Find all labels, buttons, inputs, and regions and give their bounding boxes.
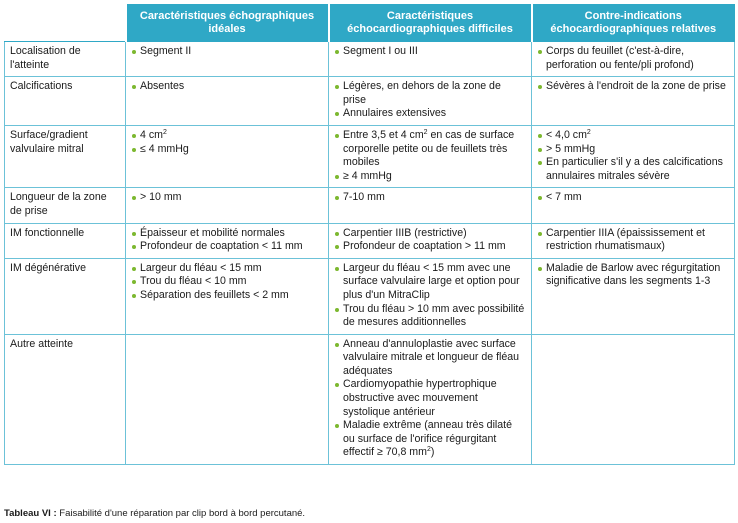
bullet-list xyxy=(334,45,526,59)
bullet-item: < 7 mm xyxy=(537,191,729,205)
cell-c1 xyxy=(126,77,329,126)
bullet-list xyxy=(131,129,323,156)
bullet-item: Profondeur de coaptation < 11 mm xyxy=(131,240,323,254)
bullet-list xyxy=(334,227,526,254)
feasibility-table xyxy=(4,4,735,465)
cell-c3 xyxy=(532,77,735,126)
bullet-item: Largeur du fléau < 15 mm xyxy=(131,262,323,276)
cell-c3 xyxy=(532,258,735,334)
bullet-item: En particulier s'il y a des calcifications annulaires mitrales sévère xyxy=(537,156,729,183)
bullet-list xyxy=(537,80,729,94)
bullet-item: Séparation des feuillets < 2 mm xyxy=(131,289,323,303)
bullet-list xyxy=(334,262,526,330)
bullet-item: ≤ 4 mmHg xyxy=(131,143,323,157)
header-difficult: Caractéristiques échocardiographiques difficiles xyxy=(329,5,532,42)
row-label: IM fonctionnelle xyxy=(5,223,126,258)
bullet-item: Épaisseur et mobilité normales xyxy=(131,227,323,241)
bullet-list xyxy=(334,338,526,460)
cell-c1 xyxy=(126,125,329,187)
bullet-item: Trou du fléau > 10 mm avec possibilité de mesures additionnelles xyxy=(334,303,526,330)
cell-c1 xyxy=(126,223,329,258)
caption-label: Tableau VI : xyxy=(4,508,57,519)
cell-c2 xyxy=(329,188,532,223)
bullet-list xyxy=(334,191,526,205)
bullet-item: 4 $cm^2$ xyxy=(131,129,323,143)
bullet-item: Segment II xyxy=(131,45,323,59)
bullet-list xyxy=(334,129,526,183)
header-contraindications: Contre-indications échocardiographiques relatives xyxy=(532,5,735,42)
bullet-item: < 4,0 $cm^2$ xyxy=(537,129,729,143)
bullet-item: Absentes xyxy=(131,80,323,94)
bullet-item: Segment I ou III xyxy=(334,45,526,59)
bullet-item: Largeur du fléau < 15 mm avec une surface valvulaire large et option pour plus d'un MitraClip xyxy=(334,262,526,303)
row-label: Localisation de l'atteinte xyxy=(5,42,126,77)
bullet-list xyxy=(334,80,526,121)
bullet-item: 7-10 mm xyxy=(334,191,526,205)
cell-c2 xyxy=(329,77,532,126)
cell-c3 xyxy=(532,42,735,77)
bullet-list xyxy=(131,227,323,254)
table-body xyxy=(5,42,735,465)
header-ideal: Caractéristiques échographiques idéales xyxy=(126,5,329,42)
bullet-item: Maladie extrême (anneau très dilaté ou surface de l'orifice régurgitant effectif ≥ 70,8 $mm^2$) xyxy=(334,419,526,460)
cell-c1 xyxy=(126,188,329,223)
cell-c2 xyxy=(329,258,532,334)
bullet-item: Sévères à l'endroit de la zone de prise xyxy=(537,80,729,94)
row-label: Autre atteinte xyxy=(5,334,126,464)
table-row xyxy=(5,334,735,464)
table-row xyxy=(5,258,735,334)
bullet-item: Entre 3,5 et 4 $cm^2$ en cas de surface corporelle petite ou de feuillets très mobiles xyxy=(334,129,526,170)
bullet-item: > 10 mm xyxy=(131,191,323,205)
cell-c1 xyxy=(126,334,329,464)
cell-c2 xyxy=(329,334,532,464)
row-label: IM dégénérative xyxy=(5,258,126,334)
caption-text: Faisabilité d'une réparation par clip bord à bord percutané. xyxy=(56,508,306,519)
row-label: Surface/gradient valvulaire mitral xyxy=(5,125,126,187)
bullet-item: Profondeur de coaptation > 11 mm xyxy=(334,240,526,254)
table-row xyxy=(5,125,735,187)
bullet-list xyxy=(537,191,729,205)
bullet-list xyxy=(131,45,323,59)
table-caption xyxy=(4,508,305,519)
cell-c1 xyxy=(126,258,329,334)
table-row xyxy=(5,77,735,126)
bullet-list xyxy=(131,262,323,303)
cell-c3 xyxy=(532,334,735,464)
bullet-list xyxy=(537,227,729,254)
table-row xyxy=(5,42,735,77)
bullet-item: Carpentier IIIB (restrictive) xyxy=(334,227,526,241)
table-row xyxy=(5,188,735,223)
bullet-item: Cardiomyopathie hypertrophique obstructive avec mouvement systolique antérieur xyxy=(334,378,526,419)
cell-c3 xyxy=(532,188,735,223)
table-row xyxy=(5,223,735,258)
bullet-item: ≥ 4 mmHg xyxy=(334,170,526,184)
bullet-list xyxy=(537,45,729,72)
bullet-item: Maladie de Barlow avec régurgitation significative dans les segments 1-3 xyxy=(537,262,729,289)
bullet-item: Corps du feuillet (c'est-à-dire, perforation ou fente/pli profond) xyxy=(537,45,729,72)
cell-c3 xyxy=(532,223,735,258)
bullet-item: Annulaires extensives xyxy=(334,107,526,121)
cell-c3 xyxy=(532,125,735,187)
bullet-list xyxy=(537,262,729,289)
bullet-list xyxy=(131,80,323,94)
bullet-item: Anneau d'annuloplastie avec surface valvulaire mitrale et longueur de fléau adéquates xyxy=(334,338,526,379)
bullet-item: > 5 mmHg xyxy=(537,143,729,157)
bullet-item: Légères, en dehors de la zone de prise xyxy=(334,80,526,107)
row-label: Calcifications xyxy=(5,77,126,126)
bullet-item: Carpentier IIIA (épaississement et restriction rhumatismaux) xyxy=(537,227,729,254)
header-row xyxy=(5,5,735,42)
row-label: Longueur de la zone de prise xyxy=(5,188,126,223)
bullet-item: Trou du fléau < 10 mm xyxy=(131,275,323,289)
cell-c2 xyxy=(329,223,532,258)
feasibility-table-container xyxy=(4,4,734,465)
cell-c2 xyxy=(329,125,532,187)
header-corner xyxy=(5,5,126,42)
bullet-list xyxy=(131,191,323,205)
cell-c1 xyxy=(126,42,329,77)
bullet-list xyxy=(537,129,729,183)
cell-c2 xyxy=(329,42,532,77)
